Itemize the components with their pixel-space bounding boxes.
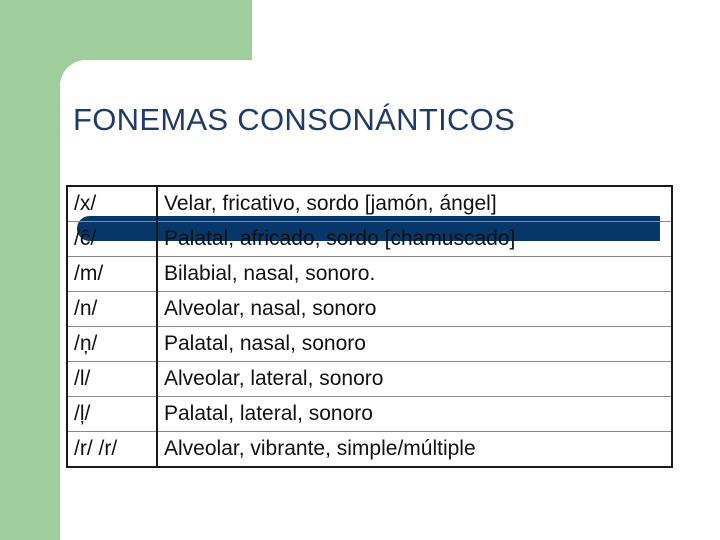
table-row (67, 397, 672, 432)
phoneme-description: Velar, fricativo, sordo [jamón, ángel] (157, 186, 672, 222)
phoneme-symbol: /m/ (67, 257, 157, 292)
table-row (67, 362, 672, 397)
table-row (67, 292, 672, 327)
table-row (67, 432, 672, 468)
phoneme-symbol: /ĉ/ (67, 222, 157, 257)
slide-title: FONEMAS CONSONÁNTICOS (73, 102, 516, 137)
phoneme-description: Alveolar, nasal, sonoro (157, 292, 672, 327)
phoneme-description: Palatal, lateral, sonoro (157, 397, 672, 432)
table-row (67, 327, 672, 362)
phoneme-symbol: /r/ /r/ (67, 432, 157, 468)
phoneme-description: Bilabial, nasal, sonoro. (157, 257, 672, 292)
table-row (67, 186, 672, 222)
table-row (67, 222, 672, 257)
table-row (67, 257, 672, 292)
phoneme-description: Palatal, africado, sordo [chamuscado] (157, 222, 672, 257)
phoneme-table (66, 185, 673, 468)
phoneme-symbol: /l/ (67, 362, 157, 397)
phoneme-symbol: /ļ/ (67, 397, 157, 432)
phoneme-description: Palatal, nasal, sonoro (157, 327, 672, 362)
phoneme-symbol: /ņ/ (67, 327, 157, 362)
phoneme-description: Alveolar, lateral, sonoro (157, 362, 672, 397)
phoneme-description: Alveolar, vibrante, simple/múltiple (157, 432, 672, 468)
phoneme-symbol: /n/ (67, 292, 157, 327)
phoneme-symbol: /x/ (67, 186, 157, 222)
